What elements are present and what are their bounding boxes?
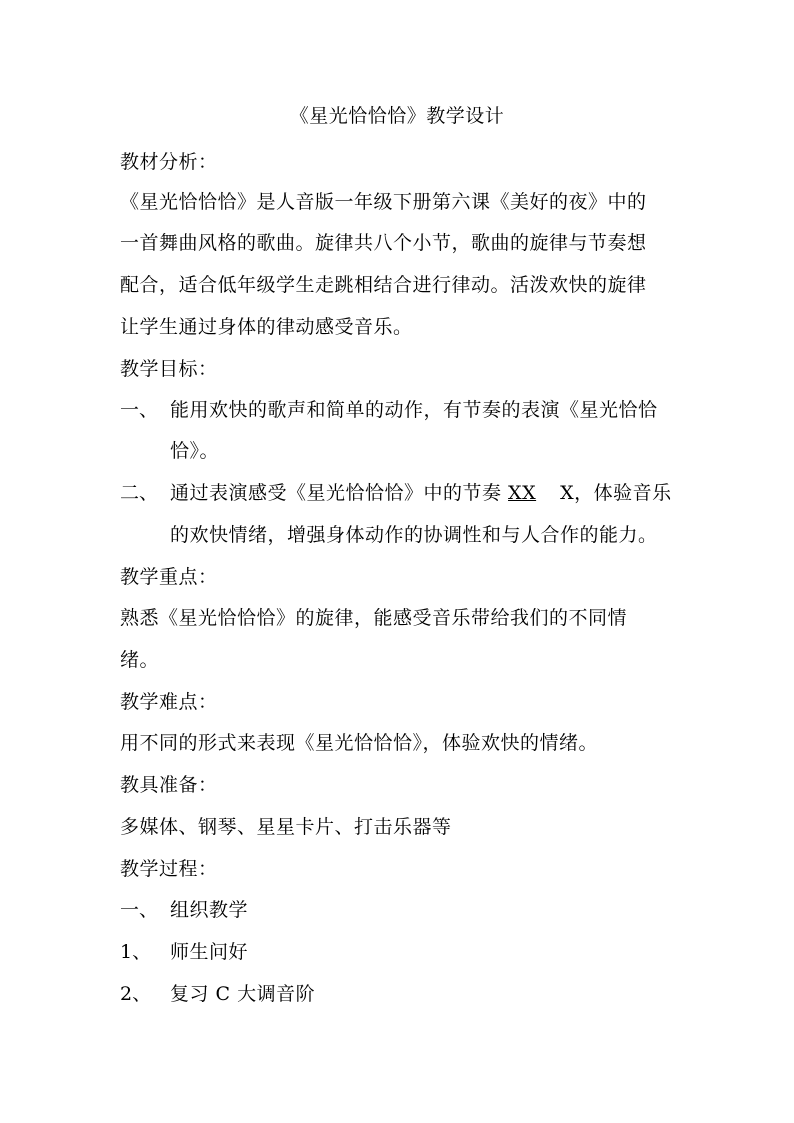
process-item-2-text: 师生问好 xyxy=(170,941,249,963)
key-heading: 教学重点： xyxy=(120,566,218,588)
rhythm-x: X xyxy=(560,482,575,504)
tools-heading: 教具准备： xyxy=(120,774,218,796)
difficulty-heading: 教学难点： xyxy=(120,691,218,713)
difficulty-line: 用不同的形式来表现《星光恰恰恰》，体验欢快的情绪。 xyxy=(120,732,599,754)
rhythm-xx: XX xyxy=(508,482,537,504)
material-heading: 教材分析： xyxy=(120,151,218,173)
goal-2-line-2: 的欢快情绪，增强身体动作的协调性和与人合作的能力。 xyxy=(170,524,658,546)
goal-2-text-before: 通过表演感受《星光恰恰恰》中的节奏 xyxy=(170,482,509,504)
process-item-2-number: 1、 xyxy=(120,941,152,963)
goal-2-number: 二、 xyxy=(120,482,159,504)
material-line-2: 一首舞曲风格的歌曲。旋律共八个小节，歌曲的旋律与节奏想 xyxy=(120,232,647,254)
process-item-1-number: 一、 xyxy=(120,899,159,921)
goal-1-number: 一、 xyxy=(120,399,159,421)
goal-2-line-1 xyxy=(170,479,672,507)
process-item-3-text: 复习 C 大调音阶 xyxy=(170,983,316,1005)
goal-1-line-1: 能用欢快的歌声和简单的动作，有节奏的表演《星光恰恰 xyxy=(170,399,658,421)
process-heading: 教学过程： xyxy=(120,858,218,880)
tools-line: 多媒体、钢琴、星星卡片、打击乐器等 xyxy=(120,816,452,838)
goals-heading: 教学目标： xyxy=(120,358,218,380)
process-item-3-number: 2、 xyxy=(120,983,152,1005)
material-line-1: 《星光恰恰恰》是人音版一年级下册第六课《美好的夜》中的 xyxy=(120,191,647,213)
document-title: 《星光恰恰恰》教学设计 xyxy=(289,105,505,127)
goal-1-line-2: 恰》。 xyxy=(170,440,220,462)
key-line-1: 熟悉《星光恰恰恰》的旋律，能感受音乐带给我们的不同情 xyxy=(120,607,628,629)
material-line-4: 让学生通过身体的律动感受音乐。 xyxy=(120,316,413,338)
material-line-3: 配合，适合低年级学生走跳相结合进行律动。活泼欢快的旋律 xyxy=(120,274,647,296)
goal-2-text-after: ，体验音乐 xyxy=(574,482,672,504)
process-item-1-text: 组织教学 xyxy=(170,899,249,921)
key-line-2: 绪。 xyxy=(120,649,160,671)
